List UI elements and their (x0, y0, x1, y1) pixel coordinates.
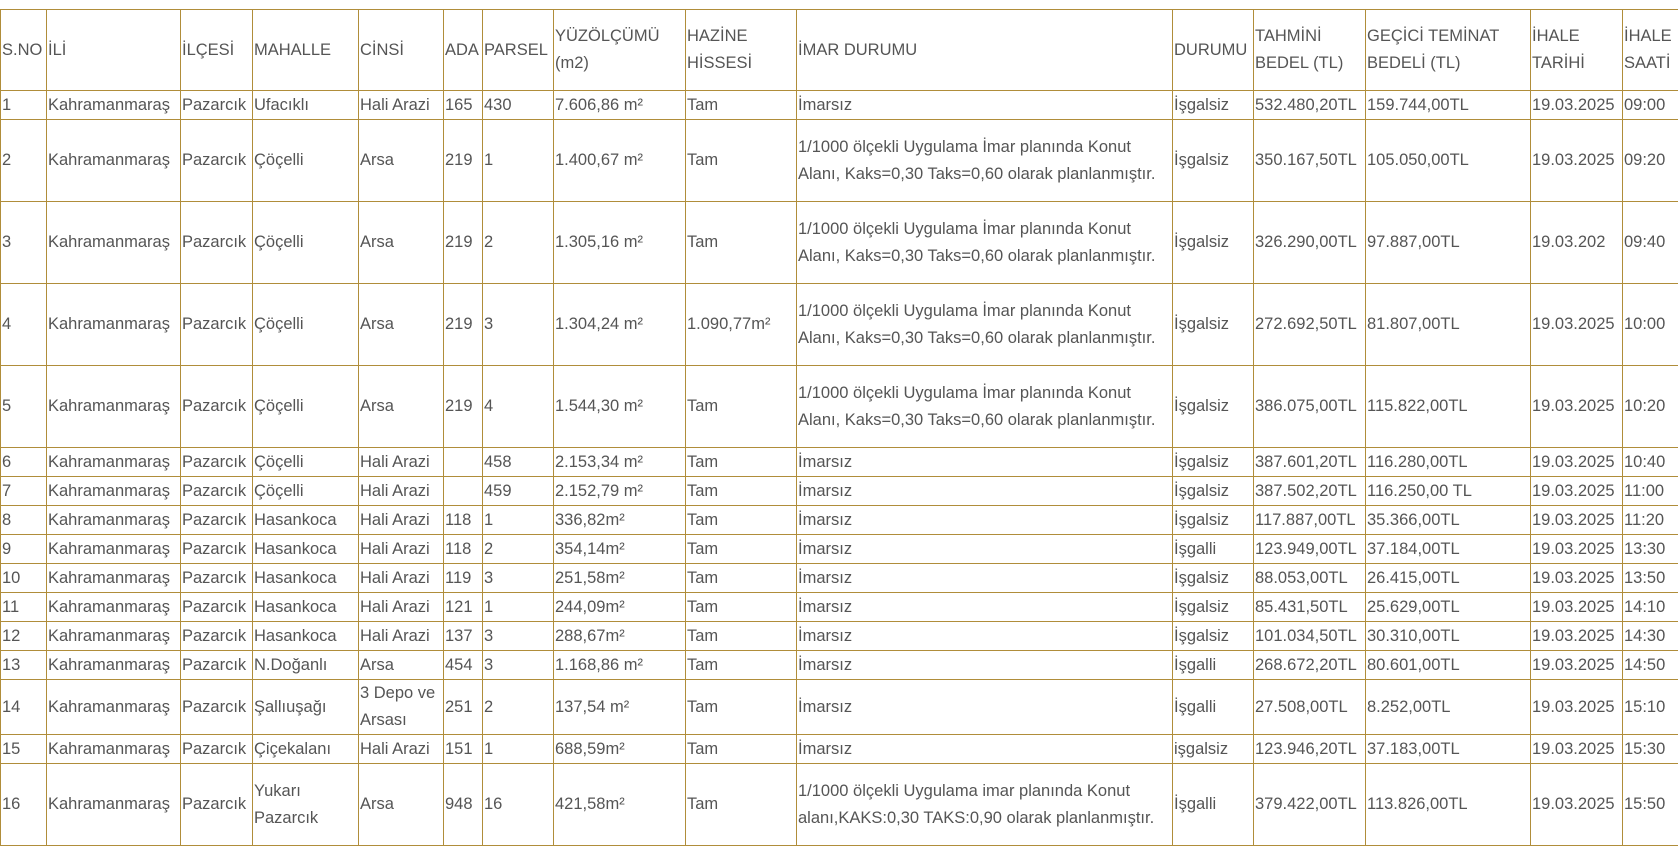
cell-il: Kahramanmaraş (47, 535, 181, 564)
cell-mahalle: Hasankoca (253, 535, 359, 564)
cell-mahalle: Çöçelli (253, 284, 359, 366)
cell-ihale-tarihi: 19.03.2025 (1531, 91, 1623, 120)
header-tahmini-bedel: TAHMİNİ BEDEL (TL) (1254, 10, 1366, 91)
cell-gecici-teminat: 30.310,00TL (1366, 622, 1531, 651)
cell-tahmini-bedel: 123.946,20TL (1254, 735, 1366, 764)
cell-parsel: 3 (483, 564, 554, 593)
table-header-row (1, 10, 1678, 91)
cell-durumu: İşgalsiz (1173, 284, 1254, 366)
table-row (1, 202, 1678, 284)
cell-ada (444, 477, 483, 506)
cell-mahalle: Hasankoca (253, 593, 359, 622)
cell-hazine-hissesi: Tam (686, 202, 797, 284)
cell-sno: 13 (1, 651, 47, 680)
cell-gecici-teminat: 115.822,00TL (1366, 366, 1531, 448)
cell-ihale-tarihi: 19.03.202 (1531, 202, 1623, 284)
cell-ihale-saati: 14:10 (1623, 593, 1678, 622)
cell-ilce: Pazarcık (181, 735, 253, 764)
cell-yuzolcumu: 1.544,30 m² (554, 366, 686, 448)
cell-gecici-teminat: 97.887,00TL (1366, 202, 1531, 284)
cell-gecici-teminat: 81.807,00TL (1366, 284, 1531, 366)
cell-mahalle: Hasankoca (253, 506, 359, 535)
cell-ada: 118 (444, 535, 483, 564)
cell-ada: 219 (444, 120, 483, 202)
cell-ihale-tarihi: 19.03.2025 (1531, 477, 1623, 506)
cell-gecici-teminat: 25.629,00TL (1366, 593, 1531, 622)
cell-ihale-tarihi: 19.03.2025 (1531, 366, 1623, 448)
cell-yuzolcumu: 7.606,86 m² (554, 91, 686, 120)
cell-gecici-teminat: 116.250,00 TL (1366, 477, 1531, 506)
cell-tahmini-bedel: 532.480,20TL (1254, 91, 1366, 120)
cell-ada: 137 (444, 622, 483, 651)
cell-yuzolcumu: 251,58m² (554, 564, 686, 593)
cell-cinsi: Hali Arazi (359, 622, 444, 651)
cell-hazine-hissesi: Tam (686, 735, 797, 764)
cell-ada: 219 (444, 366, 483, 448)
cell-sno: 5 (1, 366, 47, 448)
table-row (1, 506, 1678, 535)
cell-imar-durumu: İmarsız (797, 622, 1173, 651)
cell-ilce: Pazarcık (181, 564, 253, 593)
table-row (1, 448, 1678, 477)
cell-tahmini-bedel: 326.290,00TL (1254, 202, 1366, 284)
cell-imar-durumu: İmarsız (797, 91, 1173, 120)
cell-hazine-hissesi: Tam (686, 680, 797, 735)
cell-parsel: 430 (483, 91, 554, 120)
cell-ihale-saati: 15:50 (1623, 764, 1678, 846)
cell-sno: 1 (1, 91, 47, 120)
cell-ihale-tarihi: 19.03.2025 (1531, 448, 1623, 477)
cell-hazine-hissesi: 1.090,77m² (686, 284, 797, 366)
cell-parsel: 1 (483, 593, 554, 622)
cell-durumu: işgalsiz (1173, 735, 1254, 764)
cell-ilce: Pazarcık (181, 535, 253, 564)
cell-cinsi: Hali Arazi (359, 91, 444, 120)
cell-imar-durumu: İmarsız (797, 593, 1173, 622)
cell-mahalle: Çöçelli (253, 120, 359, 202)
cell-gecici-teminat: 116.280,00TL (1366, 448, 1531, 477)
cell-mahalle: Çöçelli (253, 202, 359, 284)
table-row (1, 284, 1678, 366)
cell-sno: 3 (1, 202, 47, 284)
cell-durumu: İşgalli (1173, 651, 1254, 680)
cell-ada: 948 (444, 764, 483, 846)
cell-hazine-hissesi: Tam (686, 91, 797, 120)
cell-ada: 121 (444, 593, 483, 622)
cell-ihale-saati: 10:20 (1623, 366, 1678, 448)
cell-yuzolcumu: 354,14m² (554, 535, 686, 564)
cell-ada: 219 (444, 202, 483, 284)
table-row (1, 651, 1678, 680)
cell-il: Kahramanmaraş (47, 91, 181, 120)
cell-cinsi: Hali Arazi (359, 506, 444, 535)
cell-il: Kahramanmaraş (47, 202, 181, 284)
cell-yuzolcumu: 2.152,79 m² (554, 477, 686, 506)
table-row (1, 535, 1678, 564)
cell-ihale-tarihi: 19.03.2025 (1531, 506, 1623, 535)
cell-ihale-tarihi: 19.03.2025 (1531, 284, 1623, 366)
table-row (1, 366, 1678, 448)
cell-hazine-hissesi: Tam (686, 366, 797, 448)
cell-durumu: İşgalsiz (1173, 120, 1254, 202)
cell-hazine-hissesi: Tam (686, 120, 797, 202)
cell-gecici-teminat: 37.183,00TL (1366, 735, 1531, 764)
header-il: İLİ (47, 10, 181, 91)
cell-durumu: İşgalsiz (1173, 593, 1254, 622)
cell-ihale-tarihi: 19.03.2025 (1531, 622, 1623, 651)
cell-il: Kahramanmaraş (47, 735, 181, 764)
cell-yuzolcumu: 421,58m² (554, 764, 686, 846)
cell-il: Kahramanmaraş (47, 564, 181, 593)
cell-ilce: Pazarcık (181, 91, 253, 120)
cell-parsel: 2 (483, 202, 554, 284)
cell-tahmini-bedel: 272.692,50TL (1254, 284, 1366, 366)
header-cinsi: CİNSİ (359, 10, 444, 91)
cell-ihale-saati: 10:00 (1623, 284, 1678, 366)
cell-gecici-teminat: 113.826,00TL (1366, 764, 1531, 846)
cell-sno: 12 (1, 622, 47, 651)
cell-durumu: İşgalli (1173, 535, 1254, 564)
cell-ilce: Pazarcık (181, 284, 253, 366)
cell-hazine-hissesi: Tam (686, 593, 797, 622)
cell-il: Kahramanmaraş (47, 622, 181, 651)
table-row (1, 764, 1678, 846)
cell-ada: 219 (444, 284, 483, 366)
cell-ihale-tarihi: 19.03.2025 (1531, 651, 1623, 680)
cell-durumu: İşgalsiz (1173, 622, 1254, 651)
cell-imar-durumu: İmarsız (797, 564, 1173, 593)
cell-mahalle: Çiçekalanı (253, 735, 359, 764)
cell-tahmini-bedel: 379.422,00TL (1254, 764, 1366, 846)
cell-yuzolcumu: 1.168,86 m² (554, 651, 686, 680)
cell-ihale-saati: 11:20 (1623, 506, 1678, 535)
cell-parsel: 2 (483, 535, 554, 564)
cell-il: Kahramanmaraş (47, 366, 181, 448)
cell-tahmini-bedel: 268.672,20TL (1254, 651, 1366, 680)
cell-gecici-teminat: 26.415,00TL (1366, 564, 1531, 593)
header-ihale-saati: İHALE SAATİ (1623, 10, 1678, 91)
cell-hazine-hissesi: Tam (686, 535, 797, 564)
cell-cinsi: Hali Arazi (359, 477, 444, 506)
cell-cinsi: Hali Arazi (359, 448, 444, 477)
cell-yuzolcumu: 2.153,34 m² (554, 448, 686, 477)
cell-imar-durumu: 1/1000 ölçekli Uygulama İmar planında Konut Alanı, Kaks=0,30 Taks=0,60 olarak planlanmıştır. (797, 120, 1173, 202)
cell-imar-durumu: İmarsız (797, 651, 1173, 680)
cell-parsel: 4 (483, 366, 554, 448)
cell-hazine-hissesi: Tam (686, 477, 797, 506)
table-row (1, 680, 1678, 735)
cell-sno: 4 (1, 284, 47, 366)
header-ihale-tarihi: İHALE TARİHİ (1531, 10, 1623, 91)
cell-ihale-saati: 09:20 (1623, 120, 1678, 202)
cell-sno: 7 (1, 477, 47, 506)
cell-il: Kahramanmaraş (47, 120, 181, 202)
header-ada: ADA (444, 10, 483, 91)
cell-mahalle: Hasankoca (253, 564, 359, 593)
cell-ilce: Pazarcık (181, 593, 253, 622)
cell-ihale-tarihi: 19.03.2025 (1531, 680, 1623, 735)
cell-imar-durumu: İmarsız (797, 506, 1173, 535)
cell-cinsi: Hali Arazi (359, 535, 444, 564)
cell-hazine-hissesi: Tam (686, 651, 797, 680)
cell-ada: 118 (444, 506, 483, 535)
cell-ihale-saati: 14:30 (1623, 622, 1678, 651)
cell-mahalle: Çöçelli (253, 477, 359, 506)
cell-mahalle: Ufacıklı (253, 91, 359, 120)
table-row (1, 593, 1678, 622)
cell-ihale-tarihi: 19.03.2025 (1531, 120, 1623, 202)
cell-ilce: Pazarcık (181, 202, 253, 284)
cell-gecici-teminat: 80.601,00TL (1366, 651, 1531, 680)
cell-sno: 6 (1, 448, 47, 477)
cell-ihale-saati: 09:40 (1623, 202, 1678, 284)
header-yuzolcumu: YÜZÖLÇÜMÜ (m2) (554, 10, 686, 91)
cell-tahmini-bedel: 117.887,00TL (1254, 506, 1366, 535)
cell-ihale-saati: 13:30 (1623, 535, 1678, 564)
cell-ilce: Pazarcık (181, 506, 253, 535)
cell-il: Kahramanmaraş (47, 284, 181, 366)
cell-hazine-hissesi: Tam (686, 622, 797, 651)
cell-tahmini-bedel: 123.949,00TL (1254, 535, 1366, 564)
cell-yuzolcumu: 1.305,16 m² (554, 202, 686, 284)
cell-parsel: 16 (483, 764, 554, 846)
cell-sno: 15 (1, 735, 47, 764)
cell-ilce: Pazarcık (181, 680, 253, 735)
cell-hazine-hissesi: Tam (686, 506, 797, 535)
cell-mahalle: Çöçelli (253, 448, 359, 477)
cell-yuzolcumu: 1.400,67 m² (554, 120, 686, 202)
table-row (1, 622, 1678, 651)
cell-ihale-saati: 10:40 (1623, 448, 1678, 477)
cell-ihale-saati: 13:50 (1623, 564, 1678, 593)
cell-gecici-teminat: 8.252,00TL (1366, 680, 1531, 735)
cell-hazine-hissesi: Tam (686, 564, 797, 593)
cell-gecici-teminat: 159.744,00TL (1366, 91, 1531, 120)
cell-durumu: İşgalli (1173, 764, 1254, 846)
cell-yuzolcumu: 1.304,24 m² (554, 284, 686, 366)
cell-mahalle: Şallıuşağı (253, 680, 359, 735)
land-auction-table (0, 9, 1678, 846)
cell-imar-durumu: İmarsız (797, 477, 1173, 506)
cell-ihale-saati: 14:50 (1623, 651, 1678, 680)
cell-ilce: Pazarcık (181, 477, 253, 506)
cell-il: Kahramanmaraş (47, 477, 181, 506)
cell-sno: 14 (1, 680, 47, 735)
cell-il: Kahramanmaraş (47, 448, 181, 477)
cell-il: Kahramanmaraş (47, 593, 181, 622)
cell-ada: 251 (444, 680, 483, 735)
cell-il: Kahramanmaraş (47, 506, 181, 535)
header-hazine-hissesi: HAZİNE HİSSESİ (686, 10, 797, 91)
cell-hazine-hissesi: Tam (686, 448, 797, 477)
cell-il: Kahramanmaraş (47, 764, 181, 846)
cell-imar-durumu: 1/1000 ölçekli Uygulama İmar planında Konut Alanı, Kaks=0,30 Taks=0,60 olarak planlanmıştır. (797, 202, 1173, 284)
cell-gecici-teminat: 37.184,00TL (1366, 535, 1531, 564)
cell-ihale-tarihi: 19.03.2025 (1531, 764, 1623, 846)
cell-tahmini-bedel: 387.502,20TL (1254, 477, 1366, 506)
table-row (1, 564, 1678, 593)
cell-mahalle: Yukarı Pazarcık (253, 764, 359, 846)
cell-cinsi: Arsa (359, 120, 444, 202)
cell-ada: 151 (444, 735, 483, 764)
header-gecici-teminat: GEÇİCİ TEMİNAT BEDELİ (TL) (1366, 10, 1531, 91)
cell-ihale-tarihi: 19.03.2025 (1531, 535, 1623, 564)
header-imar-durumu: İMAR DURUMU (797, 10, 1173, 91)
cell-ihale-saati: 15:10 (1623, 680, 1678, 735)
cell-durumu: İşgalsiz (1173, 564, 1254, 593)
cell-tahmini-bedel: 27.508,00TL (1254, 680, 1366, 735)
cell-sno: 8 (1, 506, 47, 535)
cell-parsel: 1 (483, 120, 554, 202)
cell-tahmini-bedel: 350.167,50TL (1254, 120, 1366, 202)
cell-cinsi: Hali Arazi (359, 564, 444, 593)
cell-imar-durumu: İmarsız (797, 735, 1173, 764)
cell-ada: 119 (444, 564, 483, 593)
cell-parsel: 2 (483, 680, 554, 735)
cell-parsel: 458 (483, 448, 554, 477)
cell-durumu: İşgalsiz (1173, 506, 1254, 535)
header-durumu: DURUMU (1173, 10, 1254, 91)
cell-ada: 165 (444, 91, 483, 120)
cell-ilce: Pazarcık (181, 366, 253, 448)
cell-cinsi: 3 Depo ve Arsası (359, 680, 444, 735)
cell-sno: 16 (1, 764, 47, 846)
cell-tahmini-bedel: 101.034,50TL (1254, 622, 1366, 651)
cell-mahalle: Çöçelli (253, 366, 359, 448)
cell-ihale-tarihi: 19.03.2025 (1531, 564, 1623, 593)
cell-cinsi: Arsa (359, 651, 444, 680)
cell-ilce: Pazarcık (181, 448, 253, 477)
cell-yuzolcumu: 688,59m² (554, 735, 686, 764)
cell-mahalle: N.Doğanlı (253, 651, 359, 680)
cell-cinsi: Arsa (359, 764, 444, 846)
cell-imar-durumu: İmarsız (797, 448, 1173, 477)
cell-imar-durumu: 1/1000 ölçekli Uygulama İmar planında Konut Alanı, Kaks=0,30 Taks=0,60 olarak planlanmıştır. (797, 366, 1173, 448)
cell-parsel: 459 (483, 477, 554, 506)
cell-parsel: 1 (483, 506, 554, 535)
cell-yuzolcumu: 336,82m² (554, 506, 686, 535)
header-ilce: İLÇESİ (181, 10, 253, 91)
cell-ilce: Pazarcık (181, 622, 253, 651)
cell-ihale-saati: 15:30 (1623, 735, 1678, 764)
cell-imar-durumu: İmarsız (797, 680, 1173, 735)
cell-sno: 10 (1, 564, 47, 593)
cell-cinsi: Hali Arazi (359, 735, 444, 764)
cell-hazine-hissesi: Tam (686, 764, 797, 846)
cell-il: Kahramanmaraş (47, 680, 181, 735)
cell-tahmini-bedel: 387.601,20TL (1254, 448, 1366, 477)
header-sno: S.NO (1, 10, 47, 91)
cell-parsel: 3 (483, 284, 554, 366)
cell-tahmini-bedel: 386.075,00TL (1254, 366, 1366, 448)
cell-ada: 454 (444, 651, 483, 680)
header-parsel: PARSEL (483, 10, 554, 91)
cell-sno: 9 (1, 535, 47, 564)
cell-ihale-saati: 09:00 (1623, 91, 1678, 120)
cell-ihale-tarihi: 19.03.2025 (1531, 593, 1623, 622)
cell-cinsi: Arsa (359, 284, 444, 366)
cell-durumu: İşgalsiz (1173, 366, 1254, 448)
cell-cinsi: Hali Arazi (359, 593, 444, 622)
cell-ihale-saati: 11:00 (1623, 477, 1678, 506)
table-row (1, 120, 1678, 202)
cell-yuzolcumu: 244,09m² (554, 593, 686, 622)
cell-gecici-teminat: 105.050,00TL (1366, 120, 1531, 202)
cell-cinsi: Arsa (359, 202, 444, 284)
table-row (1, 91, 1678, 120)
cell-mahalle: Hasankoca (253, 622, 359, 651)
cell-durumu: İşgalsiz (1173, 202, 1254, 284)
cell-ilce: Pazarcık (181, 120, 253, 202)
cell-durumu: İşgalsiz (1173, 448, 1254, 477)
cell-il: Kahramanmaraş (47, 651, 181, 680)
cell-durumu: İşgalsiz (1173, 91, 1254, 120)
cell-parsel: 3 (483, 651, 554, 680)
cell-tahmini-bedel: 85.431,50TL (1254, 593, 1366, 622)
cell-imar-durumu: 1/1000 ölçekli Uygulama imar planında Konut alanı,KAKS:0,30 TAKS:0,90 olarak planlanmıştır. (797, 764, 1173, 846)
cell-ada (444, 448, 483, 477)
cell-tahmini-bedel: 88.053,00TL (1254, 564, 1366, 593)
cell-ihale-tarihi: 19.03.2025 (1531, 735, 1623, 764)
cell-imar-durumu: İmarsız (797, 535, 1173, 564)
cell-sno: 11 (1, 593, 47, 622)
table-row (1, 735, 1678, 764)
cell-yuzolcumu: 288,67m² (554, 622, 686, 651)
cell-yuzolcumu: 137,54 m² (554, 680, 686, 735)
table-row (1, 477, 1678, 506)
cell-imar-durumu: 1/1000 ölçekli Uygulama İmar planında Konut Alanı, Kaks=0,30 Taks=0,60 olarak planlanmıştır. (797, 284, 1173, 366)
cell-ilce: Pazarcık (181, 764, 253, 846)
cell-ilce: Pazarcık (181, 651, 253, 680)
cell-parsel: 1 (483, 735, 554, 764)
cell-sno: 2 (1, 120, 47, 202)
cell-cinsi: Arsa (359, 366, 444, 448)
cell-gecici-teminat: 35.366,00TL (1366, 506, 1531, 535)
cell-durumu: İşgalli (1173, 680, 1254, 735)
cell-durumu: İşgalsiz (1173, 477, 1254, 506)
header-mahalle: MAHALLE (253, 10, 359, 91)
cell-parsel: 3 (483, 622, 554, 651)
